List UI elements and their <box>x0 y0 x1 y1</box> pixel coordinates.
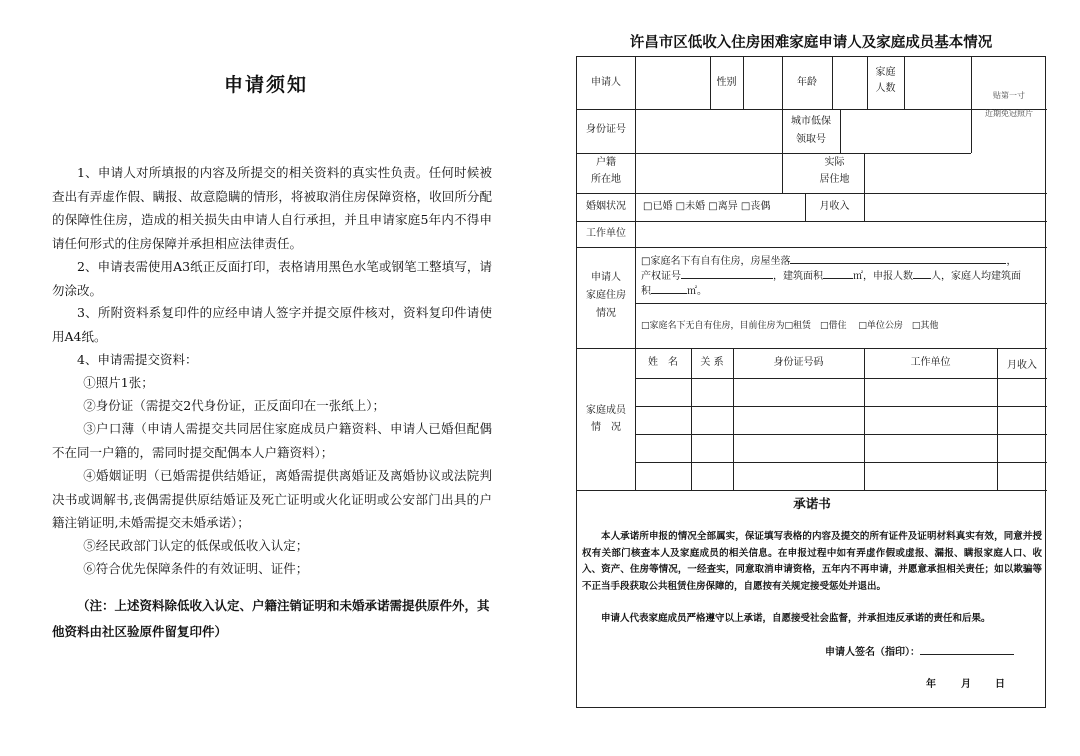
housing-own-line-3[interactable] <box>641 284 1043 299</box>
housing-own-text: 产权证号 <box>641 271 681 282</box>
housing-own-line-2[interactable] <box>641 269 1043 284</box>
col-line <box>743 57 744 109</box>
family-count-label: 人数 <box>875 83 896 94</box>
notice-title: 申请须知 <box>223 74 308 96</box>
col-line <box>840 109 841 153</box>
col-line <box>635 57 636 490</box>
housing-label: 家庭住房 <box>586 290 626 301</box>
dibao-label: 领取号 <box>796 134 826 145</box>
form-title: 许昌市区低收入住房困难家庭申请人及家庭成员基本情况 <box>629 34 993 51</box>
date-day: 日 <box>995 679 1005 690</box>
actual-residence-label: 实际 <box>824 157 845 168</box>
signature-label: 申请人签名（指印）： <box>825 647 920 658</box>
photo-placeholder: 近期免冠照片 <box>985 109 1033 118</box>
row-line <box>635 434 1047 435</box>
housing-own-text: ㎡。 <box>687 286 707 297</box>
col-header-name: 姓 名 <box>648 357 678 368</box>
notice-paragraph-3: 3、所附资料系复印件的应经申请人签字并提交原件核对，资料复印件请使用A4纸。 <box>52 305 492 344</box>
row-line <box>577 490 1047 491</box>
row-line <box>577 153 971 154</box>
row-line <box>635 303 1047 304</box>
housing-label: 情况 <box>596 308 616 319</box>
notice-item-1: ①照片1张； <box>83 375 154 390</box>
id-number-label: 身份证号 <box>586 124 626 135</box>
notice-paragraph-4: 4、申请需提交资料： <box>77 352 198 367</box>
housing-own-text: □家庭名下有自有住房，房屋坐落 <box>641 256 791 267</box>
row-line <box>577 221 1047 222</box>
row-line <box>577 247 1047 248</box>
marital-options[interactable]: □已婚 □未婚 □离异 □丧偶 <box>643 201 771 212</box>
housing-own-line-1[interactable]: □家庭名下有自有住房，房屋坐落 ， <box>641 256 1017 267</box>
applicant-label: 申请人 <box>591 77 621 88</box>
notice-paragraph-1: 1、申请人对所填报的内容及所提交的相关资料的真实性负责。任何时候被查出有弄虚作假、瞒报、故意隐瞒的情形，将被取消住房保障资格，收回所分配的保障性住房，造成的相关损失由申请人自行承担，并且申请家庭5年内不得申请任何形式的住房保障并承担相应法律责任。 <box>52 165 492 251</box>
dibao-label: 城市低保 <box>791 116 831 127</box>
application-form <box>576 56 1046 708</box>
marital-status-label: 婚姻状况 <box>586 201 626 212</box>
notice-item-6: ⑥符合优先保障条件的有效证明、证件； <box>83 561 309 576</box>
notice-page <box>52 70 492 97</box>
housing-own-text: ，建筑面积 <box>773 271 823 282</box>
age-label: 年龄 <box>797 77 817 88</box>
col-header-work: 工作单位 <box>910 357 951 368</box>
col-line <box>904 57 905 109</box>
family-count-label: 家庭 <box>875 67 896 78</box>
col-header-relation: 关 系 <box>700 357 724 368</box>
gender-label: 性别 <box>716 77 737 88</box>
col-header-id: 身份证号码 <box>773 357 824 368</box>
notice-item-5: ⑤经民政部门认定的低保或低收入认定； <box>83 538 309 553</box>
notice-paragraph-2: 2、申请表需使用A3纸正反面打印，表格请用黑色水笔或钢笔工整填写，请勿涂改。 <box>52 259 492 298</box>
notice-item-4: ④婚姻证明（已婚需提供结婚证，离婚需提供离婚证及离婚协议或法院判决书或调解书,丧偶需提供原结婚证及死亡证明或火化证明或公安部门出具的户籍注销证明,未婚需提交未婚承诺）； <box>52 468 492 530</box>
family-members-label: 情 况 <box>591 422 621 433</box>
housing-own-text: 积 <box>641 286 651 297</box>
notice-footnote: （注：上述资料除低收入认定、户籍注销证明和未婚承诺需提供原件外，其他资料由社区验原件留复印件） <box>52 598 490 639</box>
date-year: 年 <box>926 679 936 690</box>
work-unit-label: 工作单位 <box>586 228 626 239</box>
pledge-paragraph-1: 本人承诺所申报的情况全部属实，保证填写表格的内容及提交的所有证件及证明材料真实有效，同意并授权有关部门核查本人及家庭成员的相关信息。在申报过程中如有弄虚作假或虚报、漏报、瞒报家庭人口、收入、资产、住房等情况，一经查实，同意取消申请资格，五年内不再申请，并愿意承担相关责任；如以欺骗等不正当手段获取公共租赁住房保障的，自愿按有关规定接受惩处并退出。 <box>582 531 1042 592</box>
date-month: 月 <box>961 679 971 690</box>
housing-own-text: 人，家庭人均建筑面 <box>931 271 1021 282</box>
col-header-income: 月收入 <box>1007 360 1037 371</box>
notice-item-3: ③户口薄（申请人需提交共同居住家庭成员户籍资料、申请人已婚但配偶不在同一户籍的，需同时提交配偶本人户籍资料）； <box>52 421 492 460</box>
col-line <box>832 57 833 109</box>
row-line <box>577 193 1047 194</box>
photo-placeholder: 贴第一寸 <box>993 91 1025 100</box>
housing-label: 申请人 <box>591 272 621 283</box>
signature-line[interactable] <box>825 645 1040 660</box>
row-line <box>635 378 1047 379</box>
row-line <box>635 406 1047 407</box>
col-line <box>864 193 865 221</box>
row-line <box>577 348 1047 349</box>
row-line <box>635 462 1047 463</box>
actual-residence-label: 居住地 <box>819 174 850 185</box>
pledge-paragraph-2: 申请人代表家庭成员严格遵守以上承诺，自愿接受社会监督，并承担违反承诺的责任和后果。 <box>601 613 991 624</box>
pledge-title: 承诺书 <box>793 496 831 511</box>
col-line <box>971 57 972 153</box>
monthly-income-label: 月收入 <box>819 201 850 212</box>
huji-label: 户籍 <box>596 157 616 168</box>
col-line <box>782 153 783 193</box>
notice-item-2: ②身份证（需提交2代身份证，正反面印在一张纸上）； <box>83 398 385 413</box>
housing-none-options[interactable]: □家庭名下无自有住房，目前住房为□租赁 □借住 □单位公房 □其他 <box>641 321 939 331</box>
col-line <box>864 153 865 193</box>
housing-own-text: ㎡，申报人数 <box>853 271 913 282</box>
huji-label: 所在地 <box>591 174 621 185</box>
family-members-label: 家庭成员 <box>586 405 626 416</box>
